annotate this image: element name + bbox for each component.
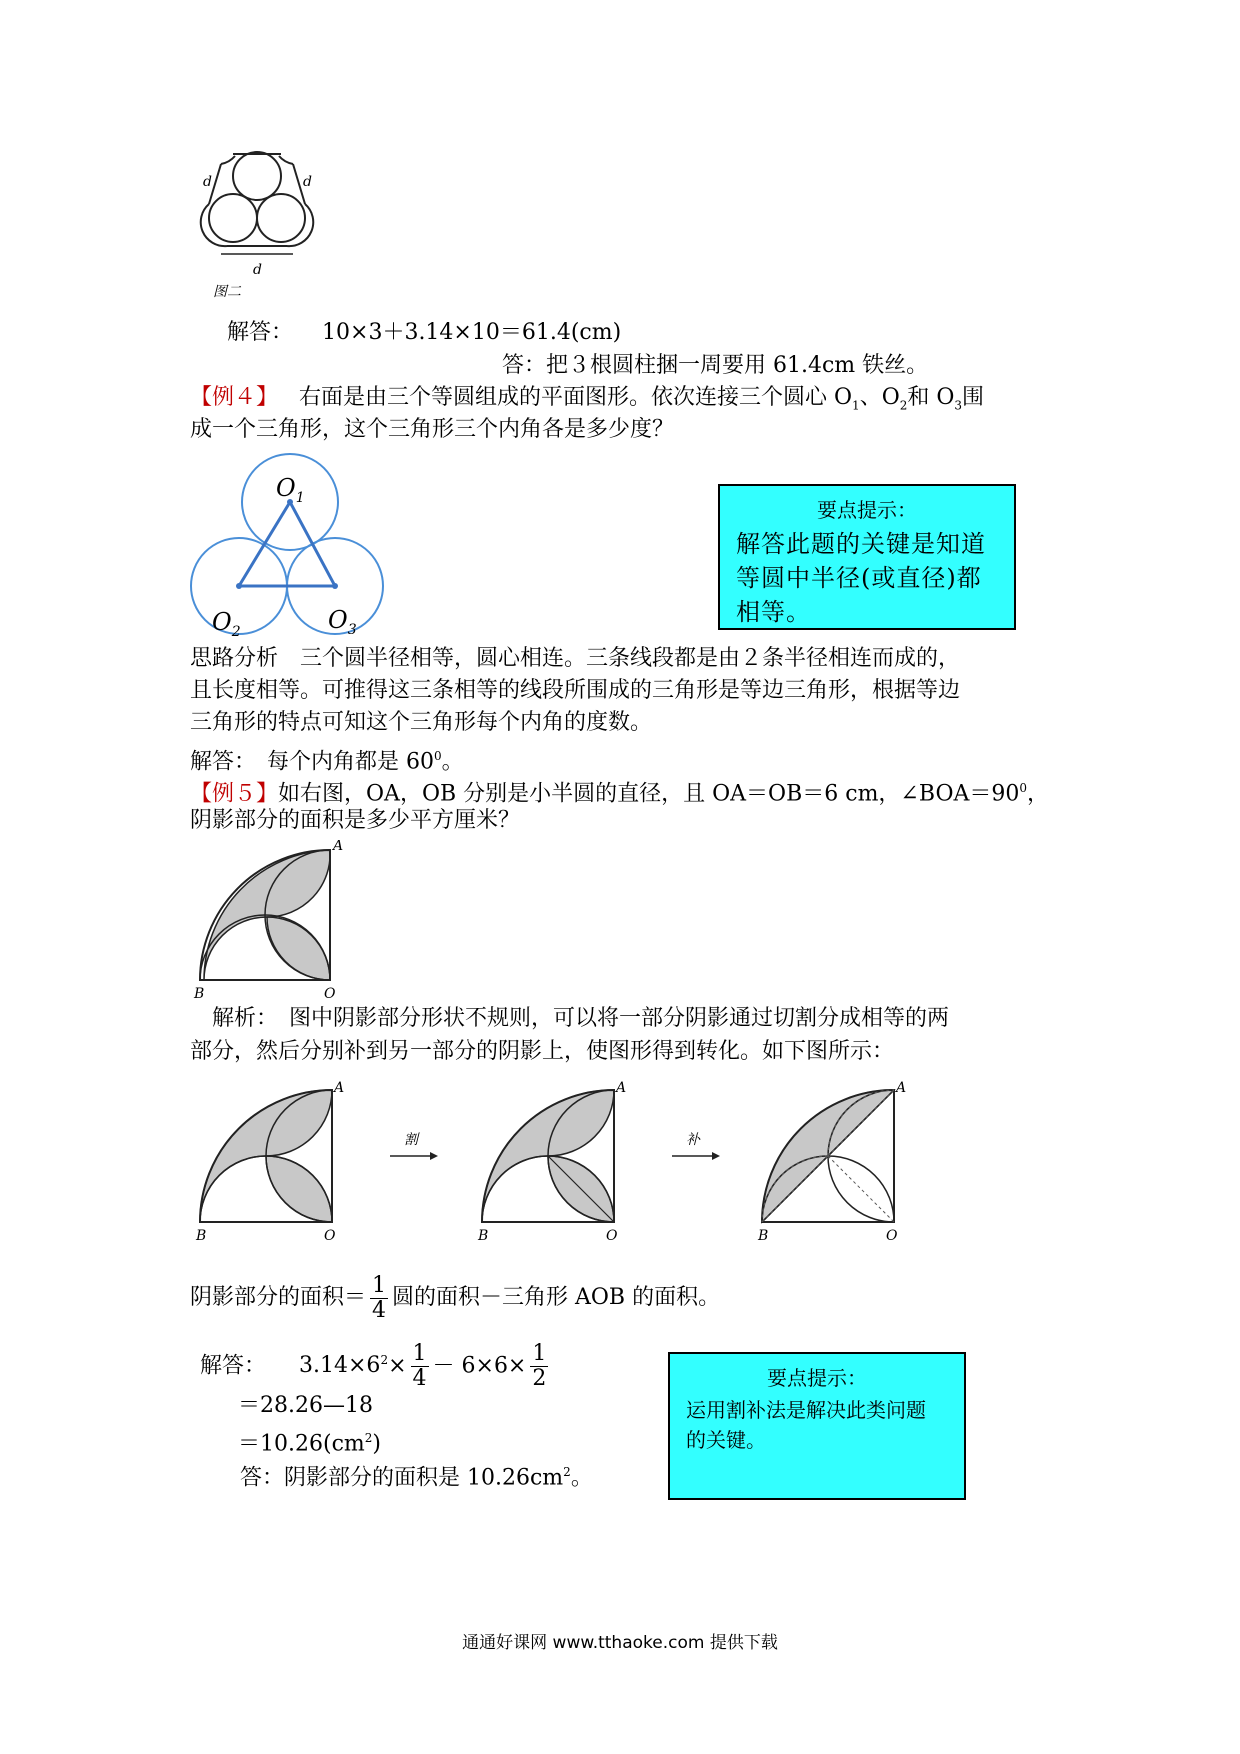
ex5-solution-line1: 解答： $3.14\times 6^2\times$ $\frac{1}{4}$ － 6×6× $\frac{1}{2}$ bbox=[200, 1340, 547, 1391]
ex3-solution-expr: 10×3＋3.14×10＝61.4(cm) bbox=[322, 320, 622, 345]
ex3-solution-label: 解答： bbox=[227, 320, 294, 345]
svg-text:O: O bbox=[606, 1228, 618, 1244]
ex4-tip-box bbox=[718, 484, 1016, 630]
figure-three-equal-circles bbox=[188, 452, 388, 647]
ex5-formula: 阴影部分的面积＝ $\frac{1}{4}$ 圆的面积－三角形 AOB 的面积。 bbox=[190, 1272, 721, 1323]
svg-text:A: A bbox=[616, 1080, 627, 1096]
arrow-cut-label: 割 bbox=[404, 1132, 418, 1148]
ex4-analysis-line3: 三角形的特点可知这个三角形每个内角的度数。 bbox=[190, 710, 653, 735]
label-o3: $O_3$ bbox=[328, 606, 357, 638]
svg-text:O: O bbox=[886, 1228, 898, 1244]
ex3-answer: 答：把３根圆柱捆一周要用 61.4cm 铁丝。 bbox=[502, 353, 929, 378]
ex4-tip-line-2: 等圆中半径(或直径)都 bbox=[736, 564, 982, 592]
ex4-analysis-line1: 思路分析 三个圆半径相等，圆心相连。三条线段都是由２条半径相连而成的， bbox=[190, 646, 961, 671]
ex5-analysis-line2: 部分，然后分别补到另一部分的阴影上，使图形得到转化。如下图所示： bbox=[190, 1039, 895, 1064]
svg-text:A: A bbox=[334, 1080, 345, 1096]
ex4-tag: 【例４】 bbox=[190, 385, 279, 410]
ex5-tip-box bbox=[668, 1352, 966, 1500]
fig2-caption: 图二 bbox=[213, 284, 241, 300]
fraction-quarter: $\frac{1}{4}$ bbox=[372, 1272, 387, 1323]
ex5-question-line2: 阴影部分的面积是多少平方厘米？ bbox=[190, 808, 521, 833]
fig2-d-right: d bbox=[303, 174, 312, 190]
label-o2: $O_2$ bbox=[212, 608, 241, 640]
ex5-solution-line2: ＝28.26—18 bbox=[238, 1393, 373, 1418]
svg-text:B: B bbox=[196, 1228, 207, 1244]
ex5-tip-line-1: 运用割补法是解决此类问题 bbox=[686, 1398, 926, 1422]
label-o1: $O_1$ bbox=[276, 474, 305, 506]
ex4-analysis-line2: 且长度相等。可推得这三条相等的线段所围成的三角形是等边三角形，根据等边 bbox=[190, 678, 961, 703]
arrow-fill-label: 补 bbox=[686, 1132, 700, 1148]
ex5-tip-line-2: 的关键。 bbox=[686, 1428, 766, 1452]
svg-text:O: O bbox=[324, 986, 336, 1002]
svg-text:B: B bbox=[758, 1228, 769, 1244]
ex4-question-line2: 成一个三角形，这个三角形三个内角各是多少度？ bbox=[190, 417, 675, 442]
figure-quarter-circle bbox=[190, 840, 350, 1002]
page-footer: 通通好课网 www.tthaoke.com 提供下载 bbox=[462, 1633, 778, 1653]
ex4-tip-line-3: 相等。 bbox=[736, 598, 811, 626]
svg-text:A: A bbox=[896, 1080, 907, 1096]
ex3-solution bbox=[227, 317, 621, 349]
ex5-answer: 答：阴影部分的面积是 $10.26cm^2$。 bbox=[240, 1465, 593, 1491]
svg-text:B: B bbox=[478, 1228, 489, 1244]
figure-cut-and-fill-sequence bbox=[190, 1080, 940, 1245]
fig2-d-left: d bbox=[203, 174, 212, 190]
ex5-question-line1: 【例５】如右图，OA，OB 分别是小半圆的直径，且 OA＝OB＝6 cm，$\angle BOA=90^0$， bbox=[190, 781, 1050, 807]
svg-text:A: A bbox=[333, 840, 344, 854]
ex4-tip-title: 要点提示： bbox=[817, 498, 917, 522]
ex4-solution: 解答： 每个内角都是 $60^0$。 bbox=[190, 749, 464, 775]
ex5-tag: 【例５】 bbox=[190, 781, 279, 807]
ex5-tip-title: 要点提示： bbox=[767, 1366, 867, 1390]
ex4-tip-line-1: 解答此题的关键是知道 bbox=[736, 530, 986, 558]
figure-three-cylinders bbox=[195, 150, 320, 300]
fig2-d-bottom: d bbox=[253, 262, 262, 278]
ex5-analysis-line1: 解析： 图中阴影部分形状不规则，可以将一部分阴影通过切割分成相等的两 bbox=[212, 1006, 950, 1031]
ex4-question-line1: 【例４】 右面是由三个等圆组成的平面图形。依次连接三个圆心 $O_1$、$O_2$和 $O_3$围 bbox=[190, 385, 985, 413]
svg-text:B: B bbox=[194, 986, 205, 1002]
ex5-solution-line3: $=10.26(cm^2)$ bbox=[238, 1431, 381, 1457]
svg-text:O: O bbox=[324, 1228, 336, 1244]
